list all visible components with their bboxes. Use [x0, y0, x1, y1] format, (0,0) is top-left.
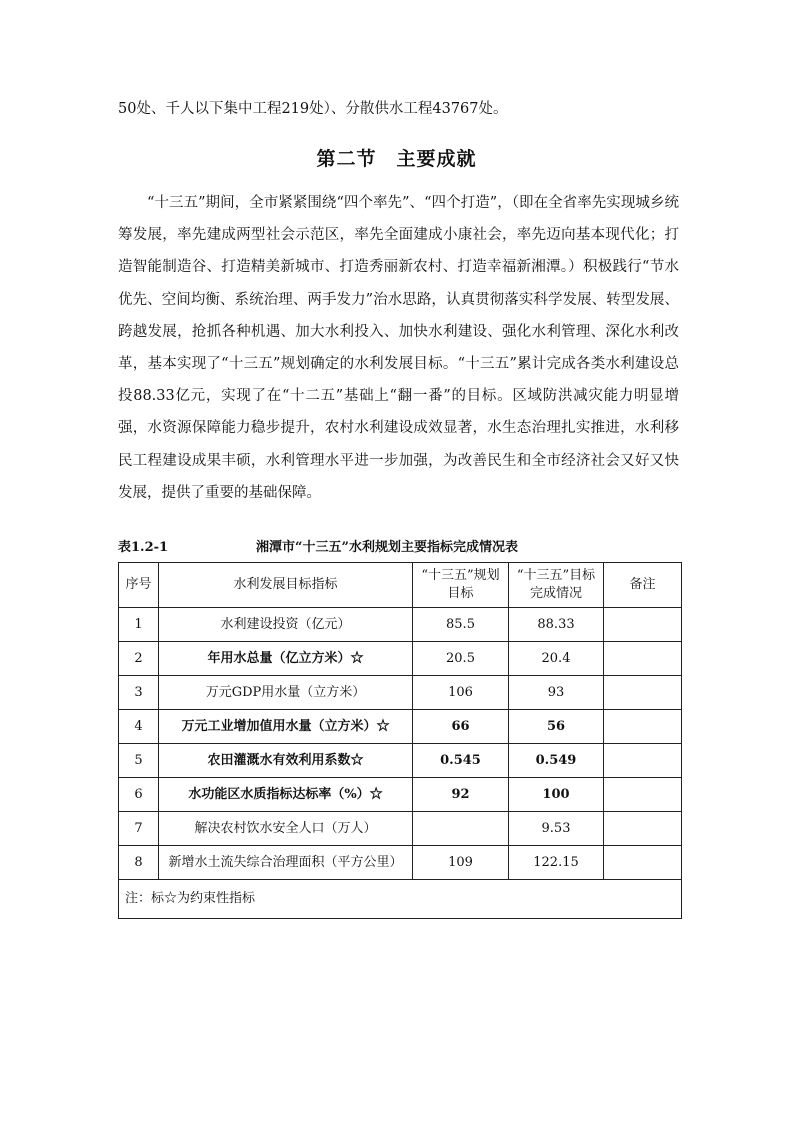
row-indicator: 水利建设投资（亿元）	[159, 608, 413, 642]
header-remark: 备注	[604, 563, 682, 608]
row-no: 8	[119, 846, 159, 880]
table-row	[119, 778, 682, 812]
row-indicator: 水功能区水质指标达标率（%）☆	[159, 778, 413, 812]
table-number: 表1.2-1	[118, 540, 169, 555]
row-no: 6	[119, 778, 159, 812]
row-indicator: 新增水土流失综合治理面积（平方公里）	[159, 846, 413, 880]
table-row	[119, 710, 682, 744]
row-no: 4	[119, 710, 159, 744]
row-actual: 0.549	[509, 744, 604, 778]
row-actual: 122.15	[509, 846, 604, 880]
table-row	[119, 676, 682, 710]
row-target: 66	[413, 710, 509, 744]
row-remark	[604, 642, 682, 676]
row-indicator: 解决农村饮水安全人口（万人）	[159, 812, 413, 846]
header-target: “十三五”规划目标	[413, 563, 509, 608]
table-note: 注：标☆为约束性指标	[119, 880, 682, 919]
row-remark	[604, 812, 682, 846]
row-actual: 93	[509, 676, 604, 710]
row-remark	[604, 608, 682, 642]
table-row	[119, 642, 682, 676]
row-indicator: 农田灌溉水有效利用系数☆	[159, 744, 413, 778]
table-header-row	[119, 563, 682, 608]
row-indicator: 万元GDP用水量（立方米）	[159, 676, 413, 710]
row-no: 3	[119, 676, 159, 710]
row-target: 92	[413, 778, 509, 812]
section-heading: 第二节 主要成就	[316, 148, 477, 170]
row-actual: 20.4	[509, 642, 604, 676]
row-remark	[604, 710, 682, 744]
row-target: 0.545	[413, 744, 509, 778]
row-remark	[604, 778, 682, 812]
row-target: 20.5	[413, 642, 509, 676]
row-no: 1	[119, 608, 159, 642]
row-no: 7	[119, 812, 159, 846]
indicator-table	[118, 562, 682, 919]
row-target: 106	[413, 676, 509, 710]
row-remark	[604, 846, 682, 880]
row-actual: 56	[509, 710, 604, 744]
row-target: 109	[413, 846, 509, 880]
row-indicator: 年用水总量（亿立方米）☆	[159, 642, 413, 676]
table-row	[119, 812, 682, 846]
table-row	[119, 608, 682, 642]
header-no: 序号	[119, 563, 159, 608]
continued-text-line: 50处、千人以下集中工程219处）、分散供水工程43767处。	[118, 101, 508, 117]
table-title: 湘潭市“十三五”水利规划主要指标完成情况表	[256, 540, 518, 555]
header-actual: “十三五”目标完成情况	[509, 563, 604, 608]
row-actual: 100	[509, 778, 604, 812]
row-no: 5	[119, 744, 159, 778]
row-indicator: 万元工业增加值用水量（立方米）☆	[159, 710, 413, 744]
body-paragraph: “十三五”期间，全市紧紧围绕“四个率先”、“四个打造”，（即在全省率先实现城乡统筹发展，率先建成两型社会示范区，率先全面建成小康社会，率先迈向基本现代化；打造智能制造谷、打造精美新城市、打造秀丽新农村、打造幸福新湘潭。）积极践行“节水优先、空间均衡、系统治理、两手发力”治水思路，认真贯彻落实科学发展、转型发展、跨越发展，抢抓各种机遇、加大水利投入、加快水利建设、强化水利管理、深化水利改革，基本实现了“十三五”规划确定的水利发展目标。“十三五”累计完成各类水利建设总投88.33亿元，实现了在“十二五”基础上“翻一番”的目标。区域防洪减灾能力明显增强，水资源保障能力稳步提升，农村水利建设成效显著，水生态治理扎实推进，水利移民工程建设成果丰硕，水利管理水平进一步加强，为改善民生和全市经济社会又好又快发展，提供了重要的基础保障。	[118, 195, 679, 501]
table-caption	[118, 538, 680, 558]
row-actual: 9.53	[509, 812, 604, 846]
header-indicator: 水利发展目标指标	[159, 563, 413, 608]
row-remark	[604, 744, 682, 778]
row-no: 2	[119, 642, 159, 676]
row-target	[413, 812, 509, 846]
table-row	[119, 744, 682, 778]
row-remark	[604, 676, 682, 710]
table-row	[119, 846, 682, 880]
table-note-row	[119, 880, 682, 919]
row-actual: 88.33	[509, 608, 604, 642]
row-target: 85.5	[413, 608, 509, 642]
